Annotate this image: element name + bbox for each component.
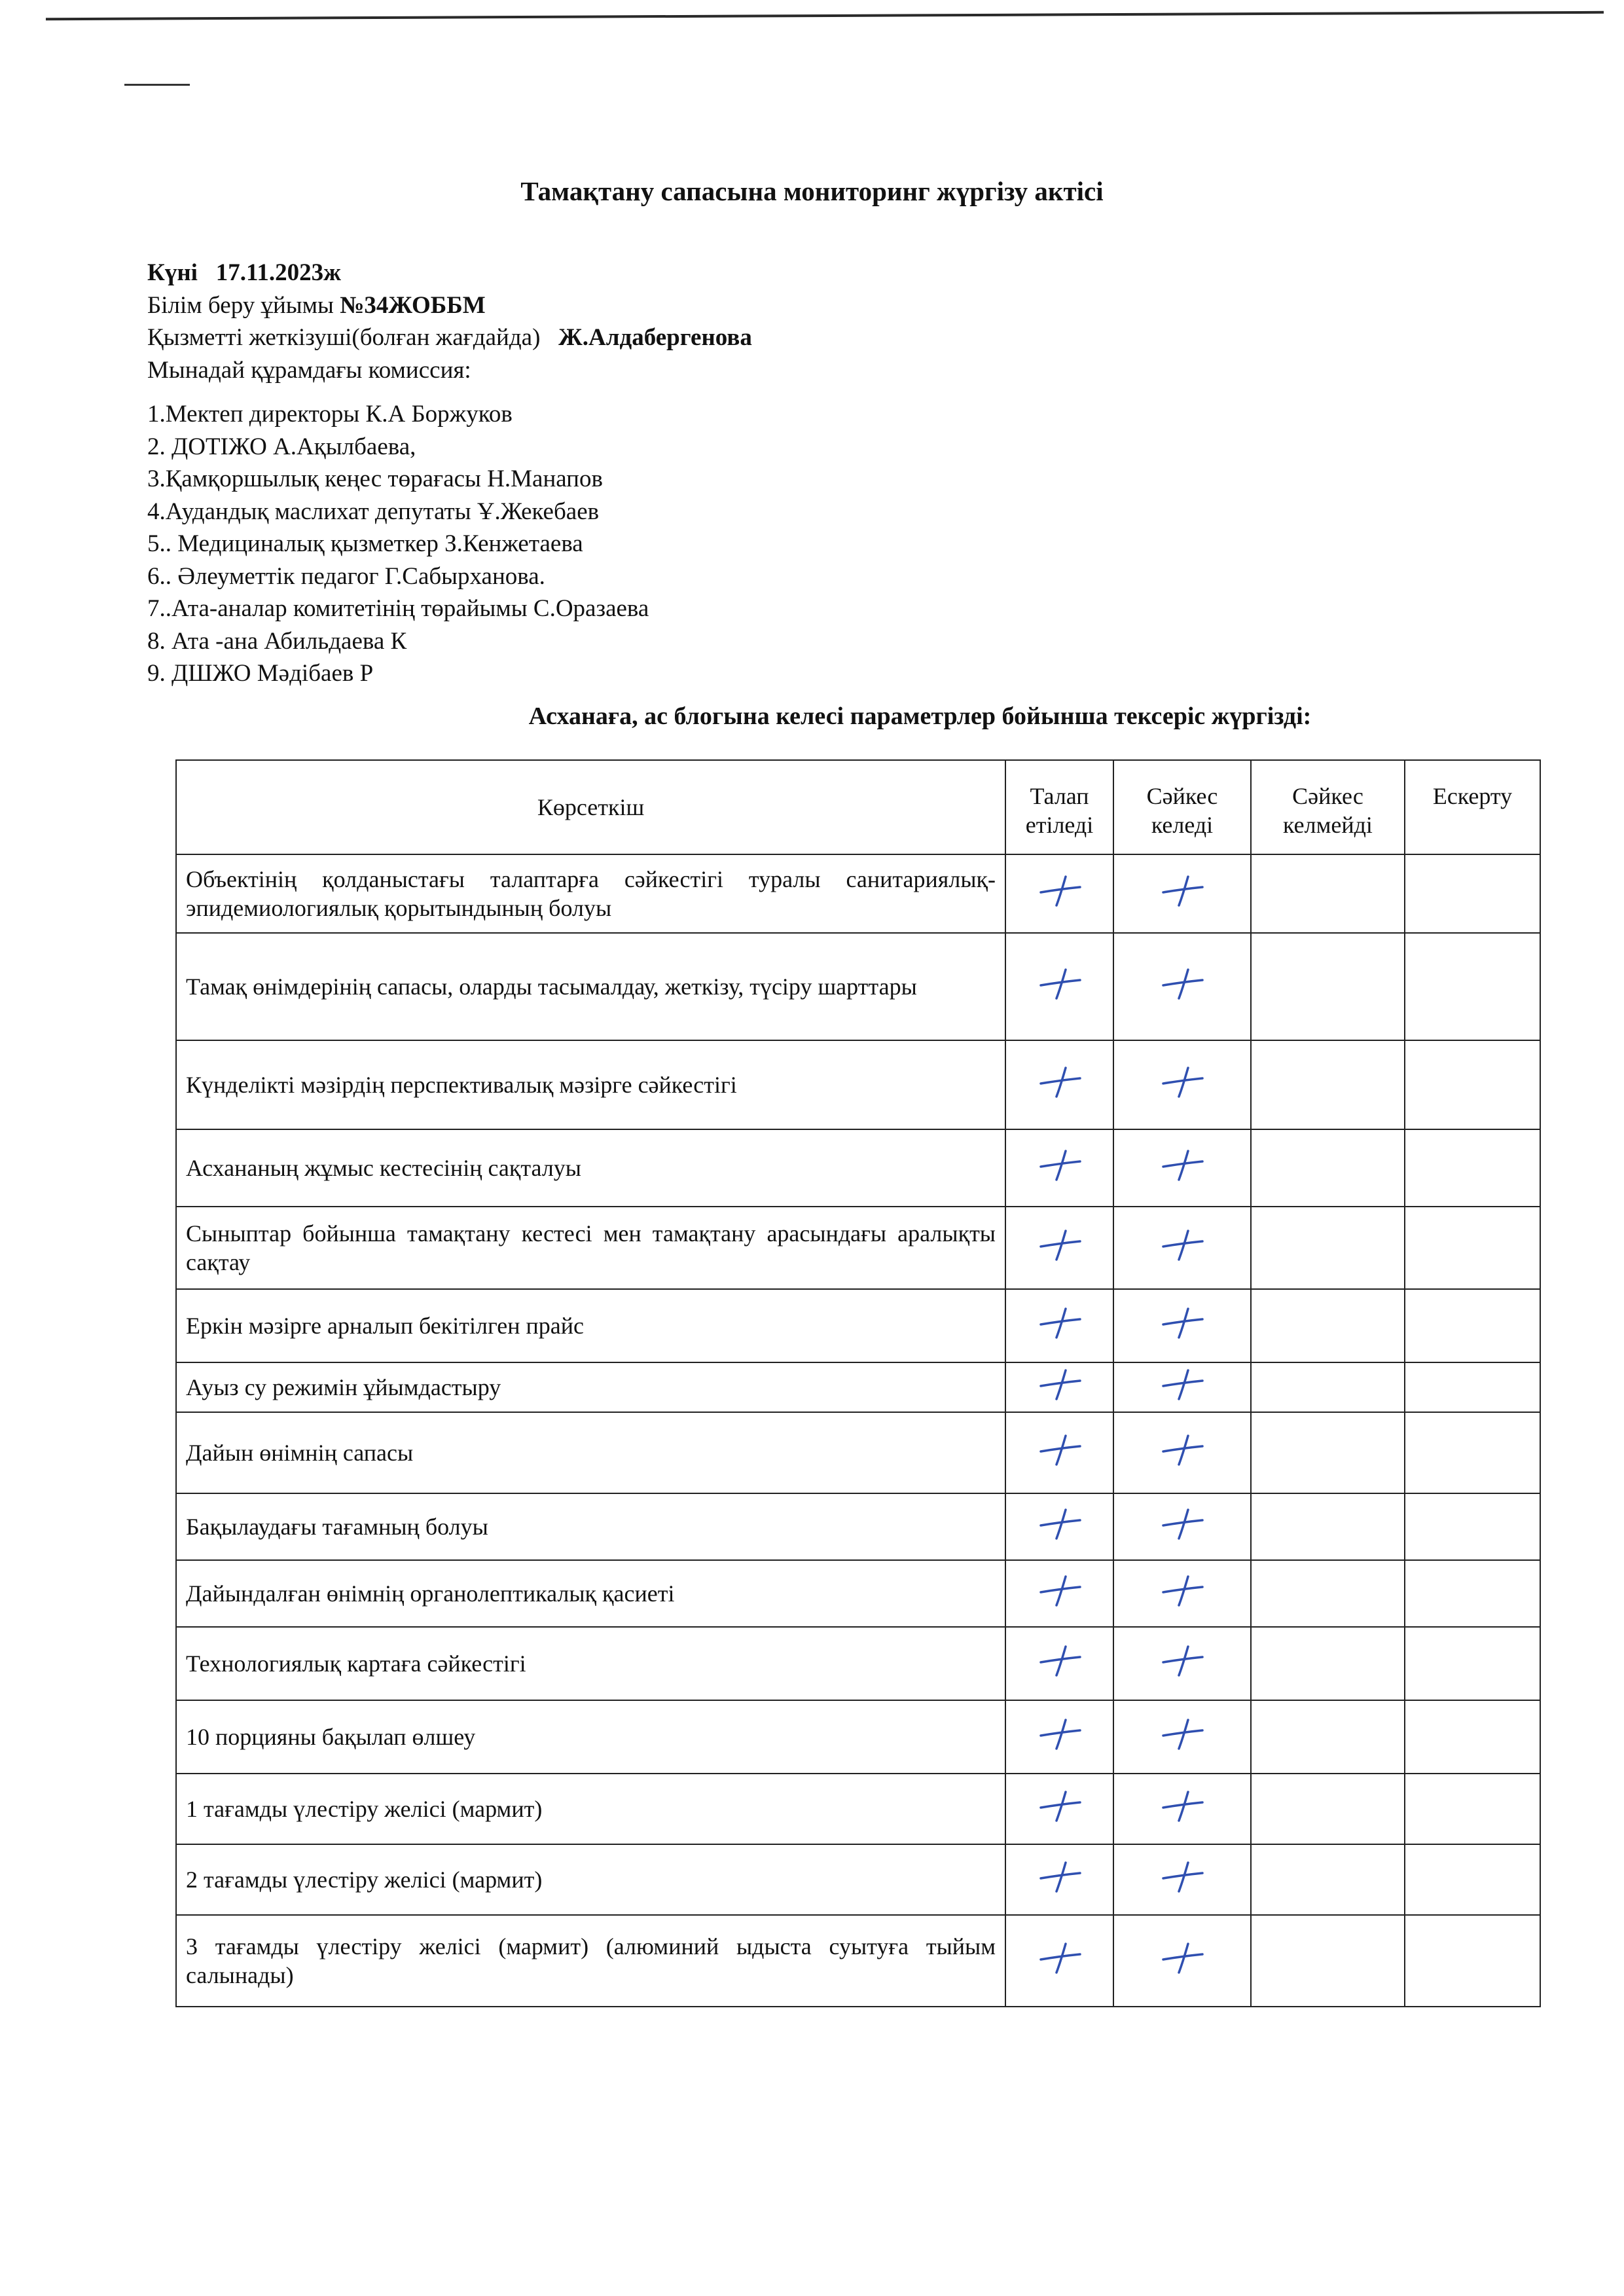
required-cell	[1005, 1844, 1113, 1915]
compliant-cell	[1113, 1493, 1251, 1560]
table-row	[176, 1627, 1540, 1700]
required-cell	[1005, 1207, 1113, 1289]
handwritten-plus-icon	[1037, 1940, 1083, 1977]
handwritten-plus-icon	[1159, 1716, 1205, 1753]
table-row	[176, 1040, 1540, 1129]
table-row	[176, 1774, 1540, 1844]
date-label: Күні	[147, 259, 198, 286]
handwritten-plus-icon	[1159, 1788, 1205, 1825]
handwritten-plus-icon	[1159, 1859, 1205, 1895]
handwritten-plus-icon	[1037, 1788, 1083, 1825]
handwritten-plus-icon	[1159, 1147, 1205, 1184]
compliant-cell	[1113, 1289, 1251, 1362]
handwritten-plus-icon	[1159, 1064, 1205, 1101]
date-value: 17.11.2023ж	[215, 259, 341, 286]
organization-label: Білім беру ұйымы	[147, 291, 334, 319]
commission-member-list	[147, 398, 649, 690]
noncompliant-cell	[1251, 1700, 1405, 1774]
handwritten-plus-icon	[1037, 1573, 1083, 1609]
noncompliant-cell	[1251, 854, 1405, 933]
compliant-cell	[1113, 1412, 1251, 1493]
commission-intro: Мынадай құрамдағы комиссия:	[147, 356, 471, 384]
indicator-cell: Объектінің қолданыстағы талаптарға сәйкестігі туралы санитариялық-эпидемиологиялық қорытындының болуы	[176, 854, 1005, 933]
note-cell	[1405, 933, 1540, 1040]
page-title: Тамақтану сапасына мониторинг жүргізу актісі	[520, 176, 1104, 206]
handwritten-plus-icon	[1037, 1147, 1083, 1184]
indicator-cell: Асхананың жұмыс кестесінің сақталуы	[176, 1129, 1005, 1207]
required-cell	[1005, 1493, 1113, 1560]
table-row	[176, 1700, 1540, 1774]
handwritten-plus-icon	[1159, 1305, 1205, 1341]
required-cell	[1005, 1560, 1113, 1627]
table-row	[176, 1412, 1540, 1493]
note-cell	[1405, 1560, 1540, 1627]
noncompliant-cell	[1251, 1627, 1405, 1700]
noncompliant-cell	[1251, 1207, 1405, 1289]
inspection-intro: Асханаға, ас блогына келесі параметрлер бойынша тексеріс жүргізді:	[528, 702, 1312, 730]
compliant-cell	[1113, 1700, 1251, 1774]
compliant-cell	[1113, 1915, 1251, 2007]
commission-member: 3.Қамқоршылық кеңес төрағасы Н.Манапов	[147, 465, 603, 492]
header-required: Талап етіледі	[1005, 760, 1113, 854]
note-cell	[1405, 1040, 1540, 1129]
commission-member: 6.. Әлеуметтік педагог Г.Сабырханова.	[147, 562, 545, 590]
handwritten-plus-icon	[1159, 873, 1205, 909]
compliant-cell	[1113, 1844, 1251, 1915]
compliant-cell	[1113, 854, 1251, 933]
required-cell	[1005, 1129, 1113, 1207]
compliant-cell	[1113, 1627, 1251, 1700]
indicator-cell: Күнделікті мәзірдің перспективалық мәзірге сәйкестігі	[176, 1040, 1005, 1129]
note-cell	[1405, 1627, 1540, 1700]
handwritten-plus-icon	[1037, 1432, 1083, 1468]
compliant-cell	[1113, 1774, 1251, 1844]
required-cell	[1005, 1700, 1113, 1774]
required-cell	[1005, 854, 1113, 933]
required-cell	[1005, 1627, 1113, 1700]
required-cell	[1005, 1289, 1113, 1362]
noncompliant-cell	[1251, 1289, 1405, 1362]
required-cell	[1005, 933, 1113, 1040]
indicator-cell: Тамақ өнімдерінің сапасы, оларды тасымалдау, жеткізу, түсіру шарттары	[176, 933, 1005, 1040]
note-cell	[1405, 1915, 1540, 2007]
compliant-cell	[1113, 1129, 1251, 1207]
note-cell	[1405, 1207, 1540, 1289]
table-row	[176, 1915, 1540, 2007]
handwritten-plus-icon	[1159, 1432, 1205, 1468]
indicator-cell: Дайын өнімнің сапасы	[176, 1412, 1005, 1493]
table-row	[176, 1493, 1540, 1560]
table-row	[176, 1844, 1540, 1915]
noncompliant-cell	[1251, 1493, 1405, 1560]
handwritten-plus-icon	[1037, 1643, 1083, 1679]
table-row	[176, 1362, 1540, 1412]
header-indicator: Көрсеткіш	[176, 760, 1005, 854]
handwritten-plus-icon	[1037, 1859, 1083, 1895]
supplier-line	[147, 321, 752, 354]
indicator-cell: Технологиялық картаға сәйкестігі	[176, 1627, 1005, 1700]
handwritten-plus-icon	[1159, 1506, 1205, 1542]
indicator-cell: Бақылаудағы тағамның болуы	[176, 1493, 1005, 1560]
indicator-cell: 10 порцияны бақылап өлшеу	[176, 1700, 1005, 1774]
handwritten-plus-icon	[1037, 1227, 1083, 1264]
commission-member: 5.. Медициналық қызметкер З.Кенжетаева	[147, 530, 583, 557]
note-cell	[1405, 1362, 1540, 1412]
noncompliant-cell	[1251, 1560, 1405, 1627]
header-compliant: Сәйкес келеді	[1113, 760, 1251, 854]
compliant-cell	[1113, 933, 1251, 1040]
noncompliant-cell	[1251, 1362, 1405, 1412]
page-top-edge	[46, 11, 1604, 20]
handwritten-plus-icon	[1037, 966, 1083, 1002]
indicator-cell: Дайындалған өнімнің органолептикалық қасиеті	[176, 1560, 1005, 1627]
required-cell	[1005, 1040, 1113, 1129]
indicator-cell: Сыныптар бойынша тамақтану кестесі мен тамақтану арасындағы аралықты сақтау	[176, 1207, 1005, 1289]
header-noncompliant: Сәйкес келмейді	[1251, 760, 1405, 854]
noncompliant-cell	[1251, 1915, 1405, 2007]
required-cell	[1005, 1362, 1113, 1412]
commission-member: 9. ДШЖО Мәдібаев Р	[147, 660, 374, 687]
table-row	[176, 1207, 1540, 1289]
handwritten-plus-icon	[1159, 1573, 1205, 1609]
commission-member: 7..Ата-аналар комитетінің төрайымы С.Оразаева	[147, 595, 649, 622]
note-cell	[1405, 1493, 1540, 1560]
note-cell	[1405, 1412, 1540, 1493]
handwritten-plus-icon	[1159, 1643, 1205, 1679]
handwritten-plus-icon	[1037, 873, 1083, 909]
handwritten-plus-icon	[1037, 1506, 1083, 1542]
compliant-cell	[1113, 1040, 1251, 1129]
note-cell	[1405, 1774, 1540, 1844]
note-cell	[1405, 1289, 1540, 1362]
noncompliant-cell	[1251, 933, 1405, 1040]
noncompliant-cell	[1251, 1412, 1405, 1493]
handwritten-plus-icon	[1037, 1064, 1083, 1101]
note-cell	[1405, 1700, 1540, 1774]
monitoring-table	[175, 759, 1541, 2007]
noncompliant-cell	[1251, 1774, 1405, 1844]
indicator-cell: 1 тағамды үлестіру желісі (мармит)	[176, 1774, 1005, 1844]
note-cell	[1405, 854, 1540, 933]
note-cell	[1405, 1844, 1540, 1915]
required-cell	[1005, 1412, 1113, 1493]
handwritten-plus-icon	[1159, 966, 1205, 1002]
header-info	[147, 257, 752, 386]
compliant-cell	[1113, 1560, 1251, 1627]
commission-member: 8. Ата -ана Абильдаева К	[147, 627, 407, 655]
noncompliant-cell	[1251, 1040, 1405, 1129]
indicator-cell: Еркін мәзірге арналып бекітілген прайс	[176, 1289, 1005, 1362]
note-cell	[1405, 1129, 1540, 1207]
indicator-cell: Ауыз су режимін ұйымдастыру	[176, 1362, 1005, 1412]
commission-member: 1.Мектеп директоры К.А Боржуков	[147, 401, 513, 428]
table-row	[176, 854, 1540, 933]
table-header-row	[176, 760, 1540, 854]
compliant-cell	[1113, 1362, 1251, 1412]
required-cell	[1005, 1774, 1113, 1844]
required-cell	[1005, 1915, 1113, 2007]
noncompliant-cell	[1251, 1129, 1405, 1207]
handwritten-plus-icon	[1037, 1366, 1083, 1403]
table-row	[176, 1129, 1540, 1207]
commission-member: 2. ДОТІЖО А.Ақылбаева,	[147, 433, 416, 460]
supplier-value: Ж.Алдабергенова	[558, 324, 752, 351]
organization-line	[147, 289, 752, 322]
table-row	[176, 933, 1540, 1040]
indicator-cell: 3 тағамды үлестіру желісі (мармит) (алюминий ыдыста суытуға тыйым салынады)	[176, 1915, 1005, 2007]
compliant-cell	[1113, 1207, 1251, 1289]
date-line	[147, 257, 752, 289]
indicator-cell: 2 тағамды үлестіру желісі (мармит)	[176, 1844, 1005, 1915]
commission-member: 4.Аудандық маслихат депутаты Ұ.Жекебаев	[147, 498, 600, 525]
corner-dash	[124, 84, 190, 86]
handwritten-plus-icon	[1037, 1716, 1083, 1753]
noncompliant-cell	[1251, 1844, 1405, 1915]
table-row	[176, 1560, 1540, 1627]
table-row	[176, 1289, 1540, 1362]
handwritten-plus-icon	[1159, 1227, 1205, 1264]
organization-value: №34ЖОББМ	[340, 291, 486, 319]
handwritten-plus-icon	[1159, 1366, 1205, 1403]
handwritten-plus-icon	[1159, 1940, 1205, 1977]
header-note: Ескерту	[1405, 760, 1540, 854]
supplier-label: Қызметті жеткізуші(болған жағдайда)	[147, 324, 541, 351]
handwritten-plus-icon	[1037, 1305, 1083, 1341]
